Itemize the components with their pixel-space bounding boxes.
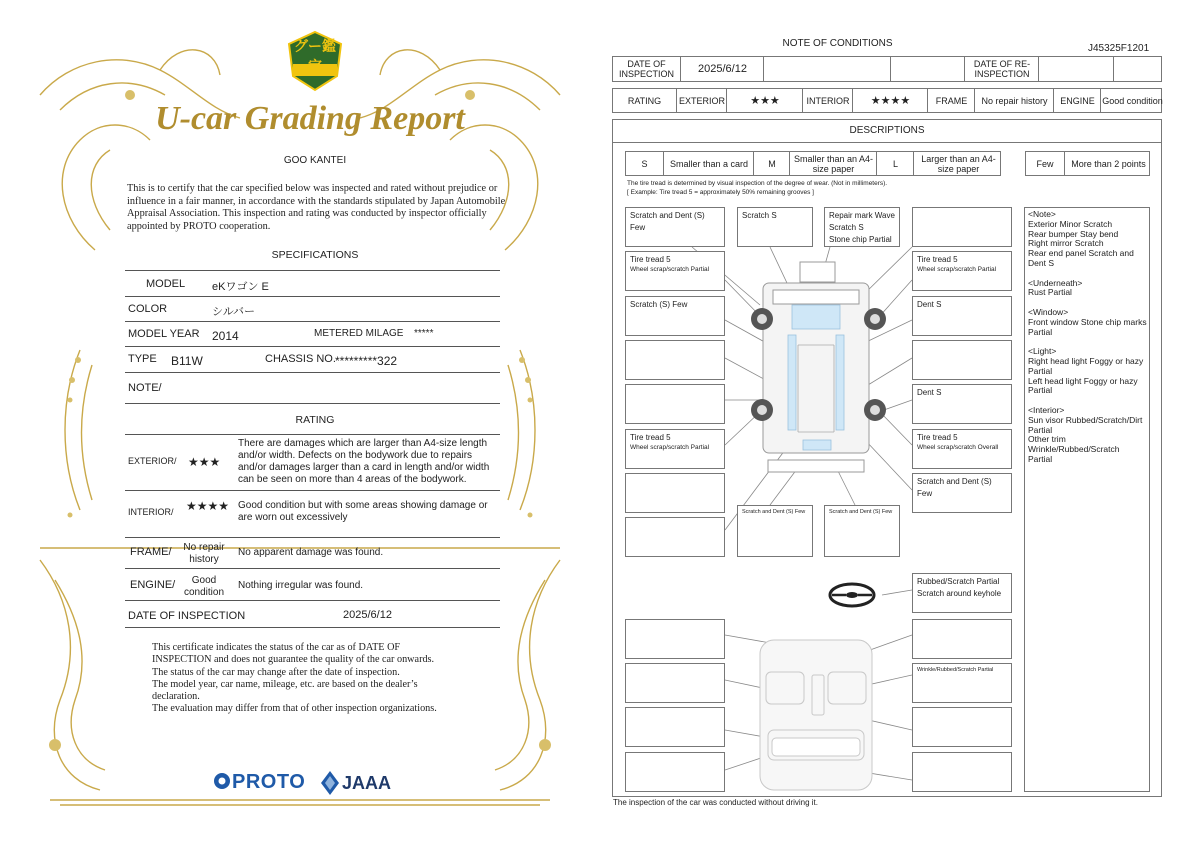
damage-line: Repair mark Wave: [829, 211, 895, 220]
damage-box: [625, 429, 725, 469]
tire-damage-text: Wheel scrap/scratch Partial: [630, 266, 710, 273]
damage-box: [625, 340, 725, 380]
damage-box: [625, 384, 725, 424]
legend-m: M: [753, 152, 790, 175]
tire-example: [ Example: Tire tread 5 = approximately 50% remaining grooves ]: [627, 189, 814, 196]
frame-description: No apparent damage was found.: [238, 547, 384, 558]
color-label: COLOR: [128, 303, 168, 315]
note-line: Front window Stone chip marks: [1028, 316, 1147, 327]
exterior-label: EXTERIOR: [676, 89, 727, 112]
engine-label: ENGINE/: [130, 579, 176, 591]
damage-line: Scratch and Dent (S) Few: [742, 509, 806, 515]
note-line: Exterior Minor Scratch: [1028, 218, 1113, 229]
jaaa-logo-text: JAAA: [342, 773, 392, 793]
damage-box: [625, 619, 725, 659]
rating-heading: RATING: [295, 414, 335, 426]
tire-note: The tire tread is determined by visual inspection of the degree of wear. (Not in millimeters).: [627, 180, 888, 187]
legend-l: L: [876, 152, 914, 175]
specifications-heading: SPECIFICATIONS: [271, 249, 359, 261]
damage-box: [912, 251, 1012, 291]
tire-tread-label: Tire tread 5: [917, 433, 958, 442]
damage-box: [824, 505, 900, 557]
damage-box: [625, 517, 725, 557]
inspection-footer: The inspection of the car was conducted without driving it.: [613, 798, 818, 807]
frame-value: No repair history: [183, 542, 225, 565]
frame-label: FRAME: [927, 89, 975, 112]
interior-label: INTERIOR/: [128, 507, 174, 517]
damage-box: [625, 752, 725, 792]
notes-list: [1028, 210, 1148, 465]
footer-line: The evaluation may differ from that of other inspection organizations.: [152, 703, 437, 715]
legend-few-text: More than 2 points: [1064, 152, 1152, 175]
damage-box: [625, 707, 725, 747]
interior-stars: ★★★★: [186, 499, 230, 513]
proto-logo-text: PROTO: [232, 771, 306, 793]
interior-stars: ★★★★: [852, 89, 928, 112]
tire-tread-label: Tire tread 5: [630, 433, 671, 442]
note-line: Rear bumper Stay bend: [1028, 228, 1119, 239]
note-line: Sun visor Rubbed/Scratch/Dirt: [1028, 414, 1143, 425]
interior-description: Good condition but with some areas showing damage or are worn out excessively: [238, 500, 488, 523]
inspection-date-value: 2025/6/12: [343, 609, 392, 621]
type-value: B11W: [171, 354, 203, 368]
conditions-title: NOTE OF CONDITIONS: [782, 38, 893, 49]
inspection-date-label: DATE OF INSPECTION: [128, 610, 246, 622]
damage-box: [912, 429, 1012, 469]
damage-box: Scratch (S) Few: [625, 296, 725, 336]
model-value: eKワゴン E: [212, 281, 269, 293]
note-line: Wrinkle/Rubbed/Scratch: [1028, 444, 1120, 455]
damage-box: Dent S: [912, 384, 1012, 424]
exterior-description: There are damages which are larger than A4-size length and/or width. Defects on the bodywork due to repairs and/or damages larger than a card in length and/or width can be seen on more than 4 areas of the bodywork.: [238, 438, 490, 485]
date-of-inspection-label: DATE OF INSPECTION: [618, 59, 674, 79]
chassis-label: CHASSIS NO.: [265, 353, 336, 365]
engine-description: Nothing irregular was found.: [238, 580, 364, 591]
tire-tread-label: Tire tread 5: [630, 255, 671, 264]
footer-line: This certificate indicates the status of the car as of DATE OF: [152, 642, 401, 653]
legend-m-text: Smaller than an A4-size paper: [789, 152, 877, 175]
damage-box: [912, 207, 1012, 247]
damage-box: [625, 663, 725, 703]
damage-box: [912, 619, 1012, 659]
note-line: Left head light Foggy or hazy: [1028, 375, 1138, 386]
frame-value: No repair history: [974, 89, 1054, 112]
damage-box: [912, 707, 1012, 747]
damage-line: Wrinkle/Rubbed/Scratch Partial: [917, 667, 994, 673]
note-line: Right mirror Scratch: [1028, 238, 1104, 249]
interior-label: INTERIOR: [802, 89, 853, 112]
frame-label: FRAME/: [130, 546, 172, 558]
damage-line: Stone chip Partial: [829, 235, 892, 244]
damage-box: [912, 663, 1012, 703]
engine-value: Good condition: [1100, 89, 1164, 112]
note-line: <Interior>: [1028, 404, 1065, 415]
descriptions-heading: DESCRIPTIONS: [612, 119, 1162, 143]
proto-logo-icon: [212, 770, 232, 794]
note-line: <Light>: [1028, 346, 1057, 357]
exterior-stars: ★★★: [726, 89, 803, 112]
note-line: <Note>: [1028, 209, 1056, 219]
mileage-label: METERED MILAGE: [314, 328, 404, 339]
report-id: J45325F1201: [1088, 43, 1150, 54]
note-line: Right head light Foggy or hazy: [1028, 355, 1144, 366]
engine-value: Good condition: [183, 575, 225, 598]
note-line: Dent S: [1028, 257, 1054, 268]
note-of-conditions: [600, 0, 1200, 848]
damage-box: [912, 573, 1012, 613]
damage-box: Scratch S: [737, 207, 813, 247]
damage-line: Scratch and Dent (S) Few: [829, 509, 893, 515]
note-line: <Underneath>: [1028, 277, 1083, 288]
report-subtitle: GOO KANTEI: [283, 155, 347, 166]
model-year-label: MODEL YEAR: [128, 328, 200, 340]
note-line: Partial: [1028, 326, 1053, 337]
chassis-value: *********322: [335, 354, 398, 368]
note-line: Partial: [1028, 365, 1053, 376]
damage-box: [737, 505, 813, 557]
note-line: Rear end panel Scratch and: [1028, 248, 1134, 259]
tire-damage-text: Wheel scrap/scratch Overall: [917, 444, 999, 451]
damage-line: Scratch around keyhole: [917, 589, 1002, 598]
damage-line: Rubbed/Scratch Partial: [917, 577, 1000, 586]
report-title: U-car Grading Report: [155, 100, 465, 137]
damage-box: [625, 251, 725, 291]
damage-box: Scratch and Dent (S) Few: [625, 207, 725, 247]
tire-damage-text: Wheel scrap/scratch Partial: [917, 266, 997, 273]
damage-box: [912, 340, 1012, 380]
date-of-reinspection-label: DATE OF RE-INSPECTION: [964, 57, 1039, 81]
damage-box: [912, 752, 1012, 792]
tire-tread-label: Tire tread 5: [917, 255, 958, 264]
legend-s-text: Smaller than a card: [663, 152, 754, 175]
mileage-value: *****: [414, 328, 434, 339]
model-label: MODEL: [146, 278, 186, 290]
note-line: Rust Partial: [1028, 287, 1072, 298]
legend-few: Few: [1036, 158, 1054, 169]
note-line: Partial: [1028, 385, 1053, 396]
note-line: Partial: [1028, 453, 1053, 464]
damage-box: Dent S: [912, 296, 1012, 336]
certificate-footer-text: [152, 642, 492, 716]
jaaa-logo-icon: [320, 770, 340, 796]
footer-line: declaration.: [152, 691, 200, 703]
model-year-value: 2014: [212, 329, 239, 343]
footer-line: INSPECTION and does not guarantee the quality of the car onwards.: [152, 654, 435, 666]
engine-label: ENGINE: [1053, 89, 1101, 112]
damage-box: [625, 473, 725, 513]
damage-box: Scratch and Dent (S) Few: [912, 473, 1012, 513]
note-line: <Window>: [1028, 306, 1069, 317]
steering-wheel-icon: [830, 584, 874, 606]
color-value: シルバー: [212, 306, 255, 318]
type-label: TYPE: [128, 353, 157, 365]
exterior-label: EXTERIOR/: [128, 456, 177, 466]
legend-l-text: Larger than an A4-size paper: [913, 152, 1003, 175]
logo-text: グー鑑定: [294, 38, 336, 74]
note-line: Other trim: [1028, 434, 1066, 445]
rating-label: RATING: [627, 95, 662, 106]
damage-line: Scratch S: [829, 223, 864, 232]
note-label: NOTE/: [128, 382, 162, 394]
footer-line: The status of the car may change after the date of inspection.: [152, 666, 400, 678]
exterior-stars: ★★★: [188, 455, 221, 469]
footer-line: The model year, car name, mileage, etc. are based on the dealer’s: [152, 678, 418, 690]
legend-s: S: [641, 158, 648, 169]
tire-damage-text: Wheel scrap/scratch Partial: [630, 444, 710, 451]
certify-text: This is to certify that the car specified below was inspected and rated without prejudice or influence in a fair manner, in accordance with the standards stipulated by Japan Automobile Appraisal Association. This inspection and rating was conducted by inspector officially appointed by PROTO cooperation.: [127, 183, 506, 232]
date-of-inspection-value: 2025/6/12: [680, 57, 764, 81]
note-line: Partial: [1028, 424, 1053, 435]
damage-box: [824, 207, 900, 247]
